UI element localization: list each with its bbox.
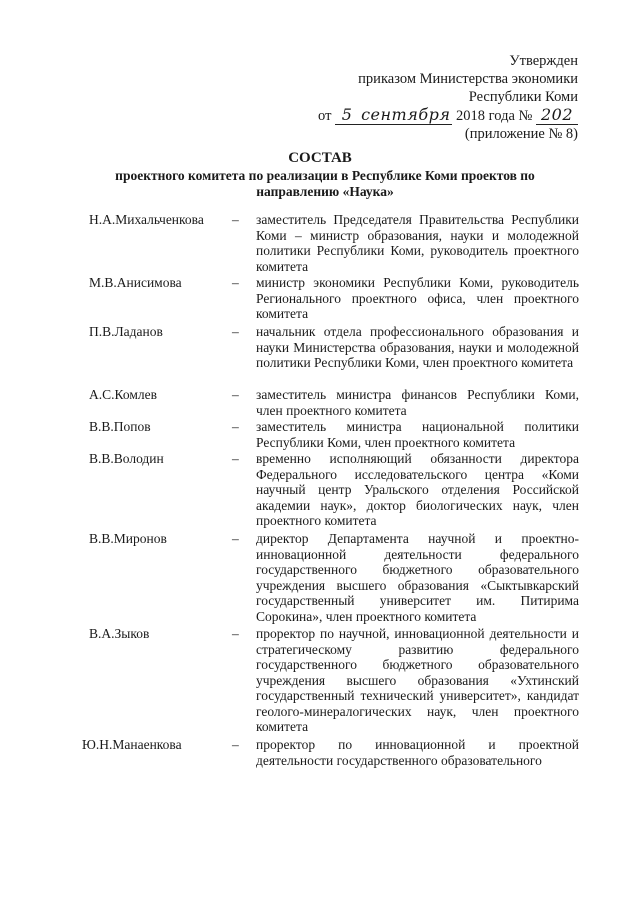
- approval-line-2: приказом Министерства экономики: [358, 71, 578, 87]
- member-row: [0, 387, 640, 419]
- member-role: заместитель министра национальной политики Республики Коми, член проектного комитета: [256, 419, 579, 450]
- member-role: директор Департамента научной и проектно-инновационной деятельности федерального государственного бюджетного образовательного учреждения высшего образования «Сыктывкарский государственный университет им. Питирима Сорокина», член проектного комитета: [256, 531, 579, 624]
- handwritten-month: сентября: [361, 105, 451, 124]
- member-name: В.В.Попов: [89, 419, 151, 434]
- dash-separator: –: [232, 737, 239, 752]
- approval-stamp: [258, 52, 578, 143]
- approval-date-line: [258, 106, 578, 125]
- member-name: В.А.Зыков: [89, 626, 150, 641]
- member-row: [0, 212, 640, 275]
- approval-line-3: Республики Коми: [468, 89, 578, 105]
- dash-separator: –: [232, 531, 239, 546]
- handwritten-day: 5: [335, 106, 359, 125]
- member-row: [0, 324, 640, 387]
- member-role: министр экономики Республики Коми, руководитель Регионального проектного офиса, член проектного комитета: [256, 275, 579, 321]
- member-row: [0, 419, 640, 451]
- handwritten-order-number: 202: [536, 106, 578, 125]
- date-prefix: от: [318, 108, 332, 124]
- member-name: В.В.Володин: [89, 451, 164, 466]
- appendix-label: (приложение № 8): [464, 126, 578, 142]
- member-row: [0, 275, 640, 324]
- member-row: [0, 626, 640, 737]
- member-name: Ю.Н.Манаенкова: [82, 737, 182, 752]
- member-name: М.В.Анисимова: [89, 275, 182, 290]
- members-list: [0, 212, 640, 771]
- member-role: временно исполняющий обязанности директора Федерального исследовательского центра «Коми научный центр Уральского отделения Российской академии наук», доктор биологических наук, член проектного комитета: [256, 451, 579, 528]
- document-subtitle: проектного комитета по реализации в Республике Коми проектов по направлению «Наука»: [115, 168, 535, 199]
- member-row: [0, 531, 640, 626]
- member-row: [0, 451, 640, 531]
- member-name: А.С.Комлев: [89, 387, 157, 402]
- member-role: проректор по научной, инновационной деятельности и стратегическому развитию федерального государственного бюджетного образовательного учреждения высшего образования «Ухтинский государственный технический университет», кандидат геолого-минералогических наук, член проектного комитета: [256, 626, 579, 734]
- member-name: Н.А.Михальченкова: [89, 212, 204, 227]
- dash-separator: –: [232, 212, 239, 227]
- member-role: заместитель Председателя Правительства Республики Коми – министр образования, науки и молодежной политики Республики Коми, руководитель проектного комитета: [256, 212, 579, 274]
- member-row: [0, 737, 640, 771]
- approval-line-1: Утвержден: [509, 53, 578, 69]
- dash-separator: –: [232, 275, 239, 290]
- document-title: СОСТАВ: [288, 150, 352, 166]
- member-role: проректор по инновационной и проектной деятельности государственного образовательного: [256, 737, 579, 768]
- dash-separator: –: [232, 387, 239, 402]
- dash-separator: –: [232, 451, 239, 466]
- dash-separator: –: [232, 626, 239, 641]
- member-name: В.В.Миронов: [89, 531, 167, 546]
- dash-separator: –: [232, 419, 239, 434]
- member-role: начальник отдела профессионального образования и науки Министерства образования, науки и молодежной политики Республики Коми, член проектного комитета: [256, 324, 579, 370]
- member-role: заместитель министра финансов Республики Коми, член проектного комитета: [256, 387, 579, 418]
- member-name: П.В.Ладанов: [89, 324, 163, 339]
- date-year: 2018 года №: [456, 108, 533, 124]
- dash-separator: –: [232, 324, 239, 339]
